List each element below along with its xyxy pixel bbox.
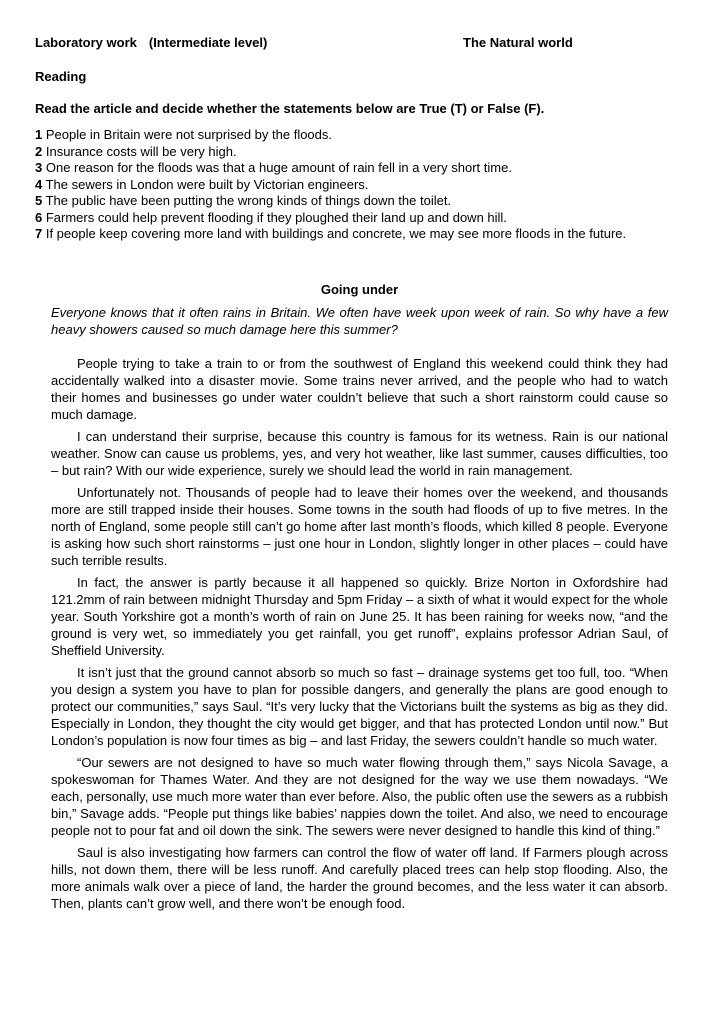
article-paragraph: In fact, the answer is partly because it all happened so quickly. Brize Norton in Oxfordshire had 121.2mm of rain between midnight Thursday and 5pm Friday – a sixth of what it would expect for the whole year. South Yorkshire got a month’s worth of rain on June 25. It has been raining for weeks now, “and the ground is very wet, so immediately you get rainfall, you get runoff”, explains professor Adrian Saul, of Sheffield University. (51, 574, 668, 659)
statement-number: 6 (35, 209, 43, 225)
article-lead: Everyone knows that it often rains in Britain. We often have week upon week of rain. So why have a few heavy showers caused so much damage here this summer? (51, 305, 668, 338)
statement-number: 1 (35, 127, 43, 142)
article-paragraph: People trying to take a train to or from the southwest of England this weekend could think they had accidentally walked into a disaster movie. Some trains never arrived, and the people who had to watch their homes and businesses go under water couldn’t believe that such a short rainstorm could cause so much damage. (51, 356, 668, 423)
statement-list (35, 127, 665, 243)
worksheet-header (35, 35, 685, 51)
statement-item (35, 210, 665, 227)
statement-text: Farmers could help prevent flooding if they ploughed their land up and down hill. (42, 209, 507, 225)
statement-item (35, 226, 665, 243)
statement-text: Insurance costs will be very high. (42, 143, 237, 159)
statement-text: The sewers in London were built by Victorian engineers. (42, 176, 369, 192)
statement-text: People in Britain were not surprised by the floods. (42, 127, 333, 142)
topic-title: The Natural world (463, 35, 573, 50)
section-label: Reading (35, 69, 87, 84)
article-paragraph: It isn’t just that the ground cannot absorb so much so fast – drainage systems get too full, too. “When you design a system you have to plan for possible dangers, and generally the plans are good enough to protect our communities,” says Saul. “It’s very lucky that the Victorians built the systems as big as they did. Especially in London, they thought the city would get bigger, and that has protected London until now.” But London’s population is now four times as big – and last Friday, the sewers couldn’t handle so much water. (51, 664, 668, 749)
statement-item (35, 193, 665, 210)
statement-item (35, 160, 665, 177)
article-paragraph: I can understand their surprise, because this country is famous for its wetness. Rain is our national weather. Snow can cause us problems, yes, and very hot weather, like last summer, causes difficulties, too – but rain? With our wide experience, surely we should lead the world in rain management. (51, 429, 668, 479)
statement-item (35, 144, 665, 161)
statement-text: One reason for the floods was that a huge amount of rain fell in a very short time. (42, 160, 512, 175)
article-paragraph: Unfortunately not. Thousands of people had to leave their homes over the weekend, and thousands more are still trapped inside their houses. Some towns in the south had floods of up to five metres. In the north of England, some people still can’t go home after last month’s floods, which killed 8 people. Everyone is asking how such short rainstorms – just one hour in London, slightly longer in other places – could have such terrible results. (51, 484, 668, 569)
course-title: Laboratory work (35, 35, 137, 50)
statement-text: The public have been putting the wrong kinds of things down the toilet. (42, 193, 452, 208)
statement-item (35, 177, 665, 194)
article-paragraph: “Our sewers are not designed to have so much water flowing through them,” says Nicola Savage, a spokeswoman for Thames Water. And they are not designed for the way we use them nowadays. “We each, personally, use much more water than ever before. Also, the public often use the sewers as a rubbish bin,” Savage adds. “People put things like babies’ nappies down the toilet. And also, we need to encourage people not to pour fat and oil down the sink. The sewers were never designed to handle this kind of thing.” (51, 754, 668, 839)
statement-number: 2 (35, 143, 43, 159)
article-title: Going under (320, 282, 399, 297)
level-label: (Intermediate level) (148, 35, 268, 50)
statement-item (35, 127, 665, 144)
statement-number: 3 (35, 160, 43, 175)
article-paragraph: Saul is also investigating how farmers can control the flow of water off land. If Farmers plough across hills, not down them, there will be less runoff. And carefully placed trees can help stop flooding. Also, the more animals walk over a piece of land, the harder the ground becomes, and the less water it can absorb. Then, plants can’t grow well, and there won’t be enough food. (51, 844, 668, 911)
instructions: Read the article and decide whether the statements below are True (T) or False (F). (35, 101, 545, 116)
statement-number: 5 (35, 193, 43, 208)
article-body (51, 304, 668, 917)
statement-number: 7 (35, 226, 43, 241)
statement-text: If people keep covering more land with buildings and concrete, we may see more floods in the future. (42, 226, 627, 241)
statement-number: 4 (35, 176, 43, 192)
